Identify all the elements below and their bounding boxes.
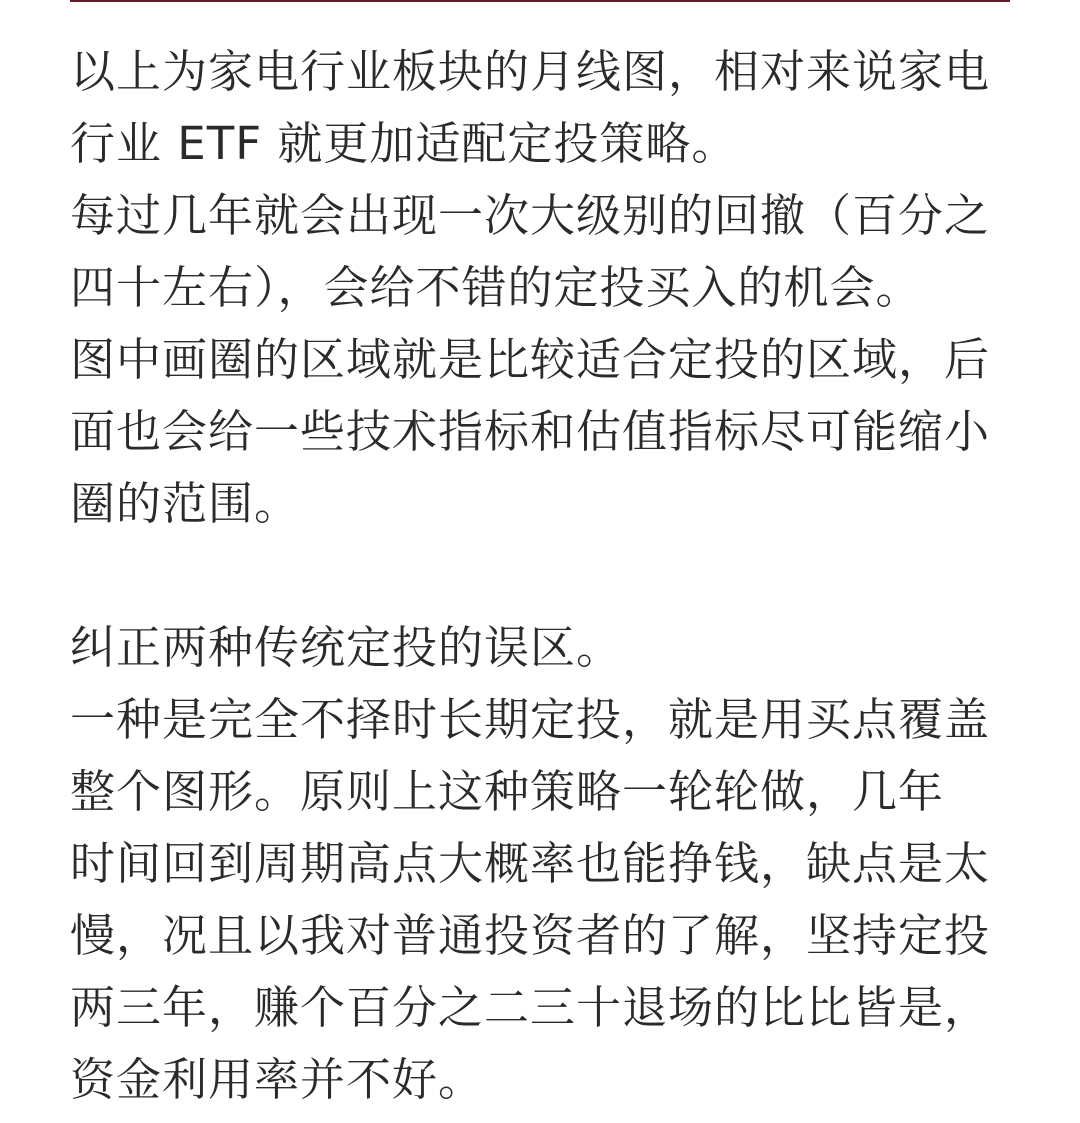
paragraph-line: 整个图形。原则上这种策略一轮轮做，几年: [70, 765, 945, 818]
paragraph-line: 圈的范围。: [70, 477, 301, 530]
section-heading-line: 纠正两种传统定投的误区。: [70, 621, 623, 674]
paragraph-line: 两三年，赚个百分之二三十退场的比比皆是，: [70, 981, 991, 1034]
paragraph-line: 以上为家电行业板块的月线图，相对来说家电: [70, 45, 991, 98]
paragraph-line: 图中画圈的区域就是比较适合定投的区域，后: [70, 333, 991, 386]
paragraph-line: 时间回到周期高点大概率也能挣钱，缺点是太: [70, 837, 991, 890]
paragraph-line: 一种是完全不择时长期定投，就是用买点覆盖: [70, 693, 991, 746]
top-divider: [70, 0, 1010, 2]
paragraph-line: 每过几年就会出现一次大级别的回撤（百分之: [70, 189, 991, 242]
article-body: [70, 36, 1010, 1116]
paragraph-spacer: [70, 540, 1010, 612]
paragraph-line: 慢，况且以我对普通投资者的了解，坚持定投: [70, 909, 991, 962]
paragraph-line: 资金利用率并不好。: [70, 1053, 485, 1106]
paragraph-line: 行业 ETF 就更加适配定投策略。: [70, 117, 738, 170]
paragraph-line: 四十左右），会给不错的定投买入的机会。: [70, 261, 922, 314]
paragraph-line: 面也会给一些技术指标和估值指标尽可能缩小: [70, 405, 991, 458]
